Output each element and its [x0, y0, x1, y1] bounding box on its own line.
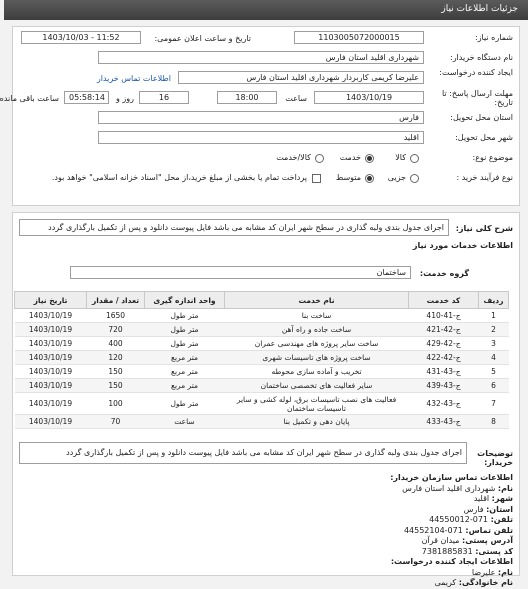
days-label: روز و — [116, 94, 134, 103]
cell-service-name: ساخت بنا — [225, 309, 409, 323]
deadline-label: مهلت ارسال پاسخ: تا تاریخ: — [441, 89, 513, 107]
contact-name-label: نام: — [497, 483, 513, 493]
cell-service-name: ساخت سایر پروژه های مهندسی عمران — [225, 337, 409, 351]
cell-need-date: 1403/10/19 — [15, 415, 87, 429]
buyer-notes-box: اجرای جدول بندی ولبه گذاری در سطح شهر ایران کد مشابه می باشد فایل پیوست دانلود و پس از تکمیل بارگذاری گردد — [19, 442, 467, 464]
radio-medium-label: متوسط — [335, 173, 361, 182]
col-header-unit: واحد اندازه گیری — [145, 292, 225, 309]
table-row[interactable] — [15, 323, 509, 337]
contact-fax: 071-44552104 — [403, 525, 463, 535]
radio-goods-label: کالا — [395, 153, 406, 162]
page-title: جزئیات اطلاعات نیاز — [441, 4, 518, 14]
process-row — [13, 169, 519, 187]
cell-service-code: ج-43-439 — [409, 379, 479, 393]
buyer-name-field[interactable]: شهرداری اقلید استان فارس — [98, 51, 424, 64]
cell-quantity: 70 — [87, 415, 145, 429]
buyer-notes-label: توضیحات خریدار: — [477, 449, 513, 467]
contact-postal: 7381885831 — [421, 546, 473, 556]
table-row[interactable] — [15, 309, 509, 323]
cell-row-number: 2 — [479, 323, 509, 337]
cell-quantity: 150 — [87, 379, 145, 393]
cell-unit: متر طول — [145, 393, 225, 415]
requester-row — [13, 69, 519, 87]
city-field[interactable]: اقلید — [98, 131, 424, 144]
cell-service-code: ج-42-421 — [409, 323, 479, 337]
description-box: اجرای جدول بندی ولبه گذاری در سطح شهر ایران کد مشابه می باشد فایل پیوست دانلود و پس از تکمیل بارگذاری گردد — [19, 219, 449, 236]
cell-row-number: 8 — [479, 415, 509, 429]
table-row[interactable] — [15, 393, 509, 415]
cell-need-date: 1403/10/19 — [15, 365, 87, 379]
service-group-field[interactable]: ساختمان — [70, 266, 411, 279]
contact-phone-label: تلفن: — [490, 515, 513, 524]
announce-datetime-field[interactable]: 1403/10/03 - 11:52 — [21, 31, 141, 44]
cell-need-date: 1403/10/19 — [15, 351, 87, 365]
service-group-label: گروه خدمت: — [419, 269, 469, 278]
contact-address-label: آدرس پستی: — [462, 536, 513, 545]
cell-service-name: تخریب و آماده سازی محوطه — [225, 365, 409, 379]
contact-postal-label: کد پستی: — [475, 546, 513, 556]
services-table — [14, 291, 509, 429]
cell-need-date: 1403/10/19 — [15, 393, 87, 415]
col-header-service-name: نام خدمت — [225, 292, 409, 309]
cell-service-code: ج-41-410 — [409, 309, 479, 323]
radio-service[interactable] — [365, 154, 374, 163]
deadline-time-label: ساعت — [285, 94, 307, 103]
need-info-panel — [0, 26, 520, 206]
radio-goods[interactable] — [410, 154, 419, 163]
cell-service-name: ساخت پروژه های تاسیسات شهری — [225, 351, 409, 365]
cell-quantity: 100 — [87, 393, 145, 415]
creator-family-label: نام خانوادگی: — [458, 578, 513, 587]
city-label: شهر محل تحویل: — [455, 133, 513, 142]
cell-need-date: 1403/10/19 — [15, 337, 87, 351]
cell-row-number: 6 — [479, 379, 509, 393]
buyer-contact-info — [390, 473, 513, 589]
cell-service-code: ج-43-431 — [409, 365, 479, 379]
contact-name: شهرداری اقلید استان فارس — [402, 483, 496, 493]
category-row — [13, 149, 519, 167]
services-panel — [12, 212, 520, 587]
cell-service-code: ج-42-429 — [409, 337, 479, 351]
deadline-time-field[interactable]: 18:00 — [217, 91, 277, 104]
col-header-quantity: تعداد / مقدار — [87, 292, 145, 309]
contact-title: اطلاعات تماس سازمان خریدار: — [390, 473, 513, 482]
treasury-checkbox[interactable] — [312, 174, 321, 183]
contact-province: فارس — [463, 504, 484, 514]
radio-minor-label: جزیی — [387, 173, 406, 182]
creator-name: علیرضا — [471, 567, 496, 577]
category-label: موضوع نوع: — [472, 153, 513, 162]
buyer-contact-link[interactable]: اطلاعات تماس خریدار — [96, 74, 171, 83]
days-field[interactable]: 16 — [139, 91, 189, 104]
cell-quantity: 120 — [87, 351, 145, 365]
table-row[interactable] — [15, 365, 509, 379]
creator-family: کریمی — [434, 578, 457, 587]
table-row[interactable] — [15, 337, 509, 351]
cell-unit: متر طول — [145, 323, 225, 337]
buyer-name-label: نام دستگاه خریدار: — [450, 53, 513, 62]
col-header-row-number: ردیف — [479, 292, 509, 309]
cell-row-number: 1 — [479, 309, 509, 323]
cell-quantity: 150 — [87, 365, 145, 379]
cell-row-number: 3 — [479, 337, 509, 351]
deadline-date-field[interactable]: 1403/10/19 — [314, 91, 424, 104]
requester-field[interactable]: علیرضا کریمی کاربردار شهرداری اقلید استان فارس — [178, 71, 424, 84]
col-header-need-date: تاریخ نیاز — [15, 292, 87, 309]
need-number-row — [13, 29, 519, 47]
cell-service-code: ج-43-432 — [409, 393, 479, 415]
cell-service-name: ساخت جاده و راه آهن — [225, 323, 409, 337]
creator-info-title: اطلاعات ایجاد کننده درخواست: — [390, 557, 513, 566]
need-number-field[interactable]: 1103005072000015 — [294, 31, 424, 44]
contact-phone: 071-44550012 — [429, 515, 489, 524]
radio-service-label: خدمت — [339, 153, 361, 162]
announce-label: تاریخ و ساعت اعلان عمومی: — [154, 34, 251, 43]
cell-unit: متر طول — [145, 337, 225, 351]
remaining-time-field[interactable]: 05:58:14 — [64, 91, 109, 104]
cell-service-code: ج-43-433 — [409, 415, 479, 429]
contact-province-label: استان: — [486, 504, 513, 514]
cell-unit: ساعت — [145, 415, 225, 429]
province-row — [13, 109, 519, 127]
cell-service-name: پایان دهی و تکمیل بنا — [225, 415, 409, 429]
table-header-row — [15, 292, 509, 309]
table-row[interactable] — [15, 379, 509, 393]
radio-goods-service-label: کالا/خدمت — [276, 153, 311, 162]
city-row — [13, 129, 519, 147]
table-row[interactable] — [15, 415, 509, 429]
cell-row-number: 4 — [479, 351, 509, 365]
cell-row-number: 7 — [479, 393, 509, 415]
creator-name-label: نام: — [497, 567, 513, 577]
cell-need-date: 1403/10/19 — [15, 323, 87, 337]
buyer-name-row — [13, 49, 519, 67]
requester-label: ایجاد کننده درخواست: — [439, 68, 513, 77]
cell-service-name: فعالیت های نصب تاسیسات برق، لوله کشی و سایر تاسیسات ساختمان — [225, 393, 409, 415]
province-field[interactable]: فارس — [98, 111, 424, 124]
treasury-note: پرداخت تمام یا بخشی از مبلغ خرید،از محل "اسناد خزانه اسلامی" خواهد بود. — [51, 173, 307, 182]
radio-goods-service[interactable] — [315, 154, 324, 163]
contact-city-label: شهر: — [491, 494, 513, 503]
cell-need-date: 1403/10/19 — [15, 379, 87, 393]
cell-unit: متر مربع — [145, 365, 225, 379]
page-header — [4, 0, 528, 20]
radio-minor[interactable] — [410, 174, 419, 183]
contact-fax-label: تلفن تماس: — [465, 525, 513, 535]
cell-service-name: سایر فعالیت های تخصصی ساختمان — [225, 379, 409, 393]
province-label: استان محل تحویل: — [450, 113, 513, 122]
table-row[interactable] — [15, 351, 509, 365]
cell-unit: متر طول — [145, 309, 225, 323]
cell-row-number: 5 — [479, 365, 509, 379]
cell-quantity: 1650 — [87, 309, 145, 323]
cell-service-code: ج-42-422 — [409, 351, 479, 365]
cell-unit: متر مربع — [145, 351, 225, 365]
deadline-row — [0, 89, 519, 107]
contact-address: میدان قرآن — [421, 536, 460, 545]
cell-need-date: 1403/10/19 — [15, 309, 87, 323]
cell-unit: متر مربع — [145, 379, 225, 393]
contact-city: اقلید — [473, 494, 490, 503]
remaining-label: ساعت باقی مانده — [0, 94, 59, 103]
description-label: شرح کلی نیاز: — [455, 224, 513, 233]
cell-quantity: 720 — [87, 323, 145, 337]
services-title: اطلاعات خدمات مورد نیاز — [412, 241, 513, 250]
cell-quantity: 400 — [87, 337, 145, 351]
radio-medium[interactable] — [365, 174, 374, 183]
need-number-label: شماره نیاز: — [475, 33, 513, 42]
process-label: نوع فرآیند خرید : — [456, 173, 513, 182]
col-header-service-code: کد خدمت — [409, 292, 479, 309]
